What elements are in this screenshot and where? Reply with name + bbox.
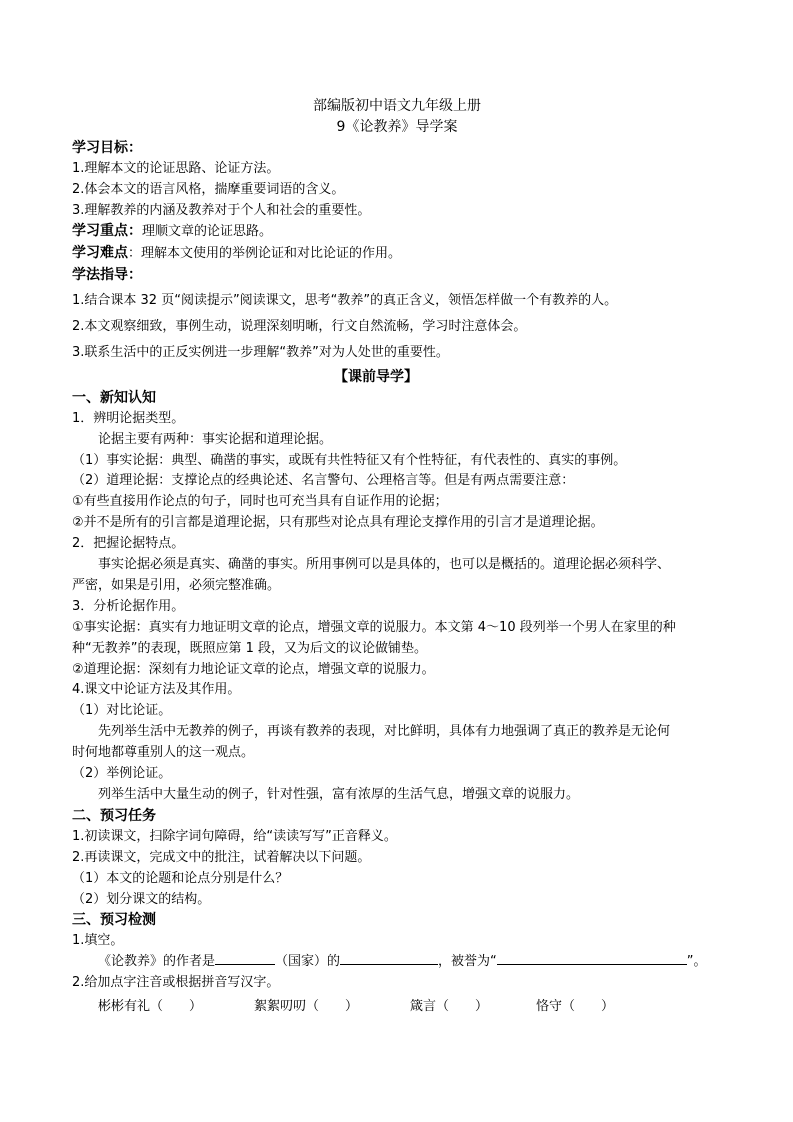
section-line: 4.课文中论证方法及其作用。 <box>72 682 241 698</box>
section-line: 先列举生活中无教养的例子，再谈有教养的表现，对比鲜明，具体有力地强调了真正的教养是无论何 <box>98 724 671 740</box>
section-line: 2．把握论据特点。 <box>72 536 185 552</box>
section-line: （1）对比论证。 <box>72 703 172 719</box>
section-line: 1．辨明论据类型。 <box>72 410 185 426</box>
section-line: ①事实论据：真实有力地证明文章的论点，增强文章的说服力。本文第 4～10 段列举一个男人在家里的种 <box>72 619 676 635</box>
fill-text: 《论教养》的作者是 <box>98 954 216 970</box>
worksheet-page <box>72 96 722 1018</box>
key-point <box>72 221 722 243</box>
section-heading-preview-tasks: 二、预习任务 <box>72 807 156 824</box>
document-title: 部编版初中语文九年级上册 <box>313 98 481 114</box>
key-point-label: 学习重点： <box>72 223 142 240</box>
section-line: （2）道理论据：支撑论点的经典论述、名言警句、公理格言等。但是有两点需要注意： <box>72 473 575 489</box>
section-line: （1）事实论据：典型、确凿的事实，或既有共性特征又有个性特征，有代表性的、真实的事例。 <box>72 452 627 468</box>
task-line: 2.再读课文，完成文中的批注，试着解决以下问题。 <box>72 849 371 865</box>
phonetic-row <box>72 997 722 1018</box>
difficulty-label: 学习难点 <box>72 245 128 262</box>
section-line: 论据主要有两种：事实论据和道理论据。 <box>98 431 333 447</box>
section-line: （2）举例论证。 <box>72 766 172 782</box>
fill-text: （国家）的 <box>275 954 341 970</box>
section-line: ②道理论据：深刻有力地论证文章的论点，增强文章的说服力。 <box>72 661 435 677</box>
section-heading-new-knowledge: 一、新知认知 <box>72 389 156 406</box>
phonetic-item[interactable]: 絮絮叨叨（ ） <box>254 999 359 1015</box>
section-line: ②并不是所有的引言都是道理论据，只有那些对论点具有理论支撑作用的引言才是道理论据。 <box>72 515 604 531</box>
section-heading-preview-check: 三、预习检测 <box>72 912 156 929</box>
document-subtitle: 9《论教养》导学案 <box>336 118 458 135</box>
pre-class-banner: 【课前导学】 <box>334 368 418 385</box>
phonetic-item[interactable]: 箴言（ ） <box>410 999 489 1015</box>
objective-item: 1.理解本文的论证思路、论证方法。 <box>72 160 280 176</box>
key-point-text: 理顺文章的论证思路。 <box>142 224 273 240</box>
guidance-item: 3.联系生活中的正反实例进一步理解“教养”对为人处世的重要性。 <box>72 344 449 360</box>
difficulty <box>72 243 722 265</box>
guidance-heading: 学法指导： <box>72 267 142 284</box>
guidance-item: 2.本文观察细致，事例生动，说理深刻明晰，行文自然流畅，学习时注意体会。 <box>72 319 527 335</box>
difficulty-text: ：理解本文使用的举例论证和对比论证的作用。 <box>128 246 402 262</box>
task-line: （2）划分课文的结构。 <box>72 891 211 907</box>
section-line: 种“无教养”的表现，既照应第 1 段，又为后文的议论做铺垫。 <box>72 640 428 656</box>
fill-text: ”。 <box>686 954 707 970</box>
section-line: ①有些直接用作论点的句子，同时也可充当具有自证作用的论据； <box>72 494 448 510</box>
task-line: 1.初读课文，扫除字词句障碍，给“读读写写”正音释义。 <box>72 828 397 844</box>
fill-text: ，被誉为“ <box>438 954 497 970</box>
fill-blank-label: 1.填空。 <box>72 933 124 949</box>
objectives-heading: 学习目标： <box>72 139 142 156</box>
section-line: 3．分析论据作用。 <box>72 598 185 614</box>
title-blank[interactable] <box>497 952 687 965</box>
section-line: 时何地都尊重别人的这一观点。 <box>72 745 255 761</box>
section-line: 列举生活中大量生动的例子，针对性强，富有浓厚的生活气息，增强文章的说服力。 <box>98 787 580 802</box>
phonetic-item[interactable]: 恪守（ ） <box>536 999 615 1015</box>
objective-item: 2.体会本文的语言风格，揣摩重要词语的含义。 <box>72 181 345 197</box>
section-line: 严密，如果是引用，必须完整准确。 <box>72 577 281 593</box>
identity-blank[interactable] <box>340 952 438 965</box>
task-line: （1）本文的论题和论点分别是什么？ <box>72 870 289 886</box>
phonetic-label: 2.给加点字注音或根据拼音写汉字。 <box>72 975 280 991</box>
guidance-item: 1.结合课本 32 页“阅读提示”阅读课文，思考“教养”的真正含义，领悟怎样做一个有教养的人。 <box>72 293 618 309</box>
phonetic-item[interactable]: 彬彬有礼（ ） <box>98 999 203 1015</box>
fill-blank-sentence <box>72 952 722 973</box>
objective-item: 3.理解教养的内涵及教养对于个人和社会的重要性。 <box>72 202 371 218</box>
author-blank[interactable] <box>215 952 275 965</box>
section-line: 事实论据必须是真实、确凿的事实。所用事例可以是具体的，也可以是概括的。道理论据必须科学、 <box>98 557 671 573</box>
